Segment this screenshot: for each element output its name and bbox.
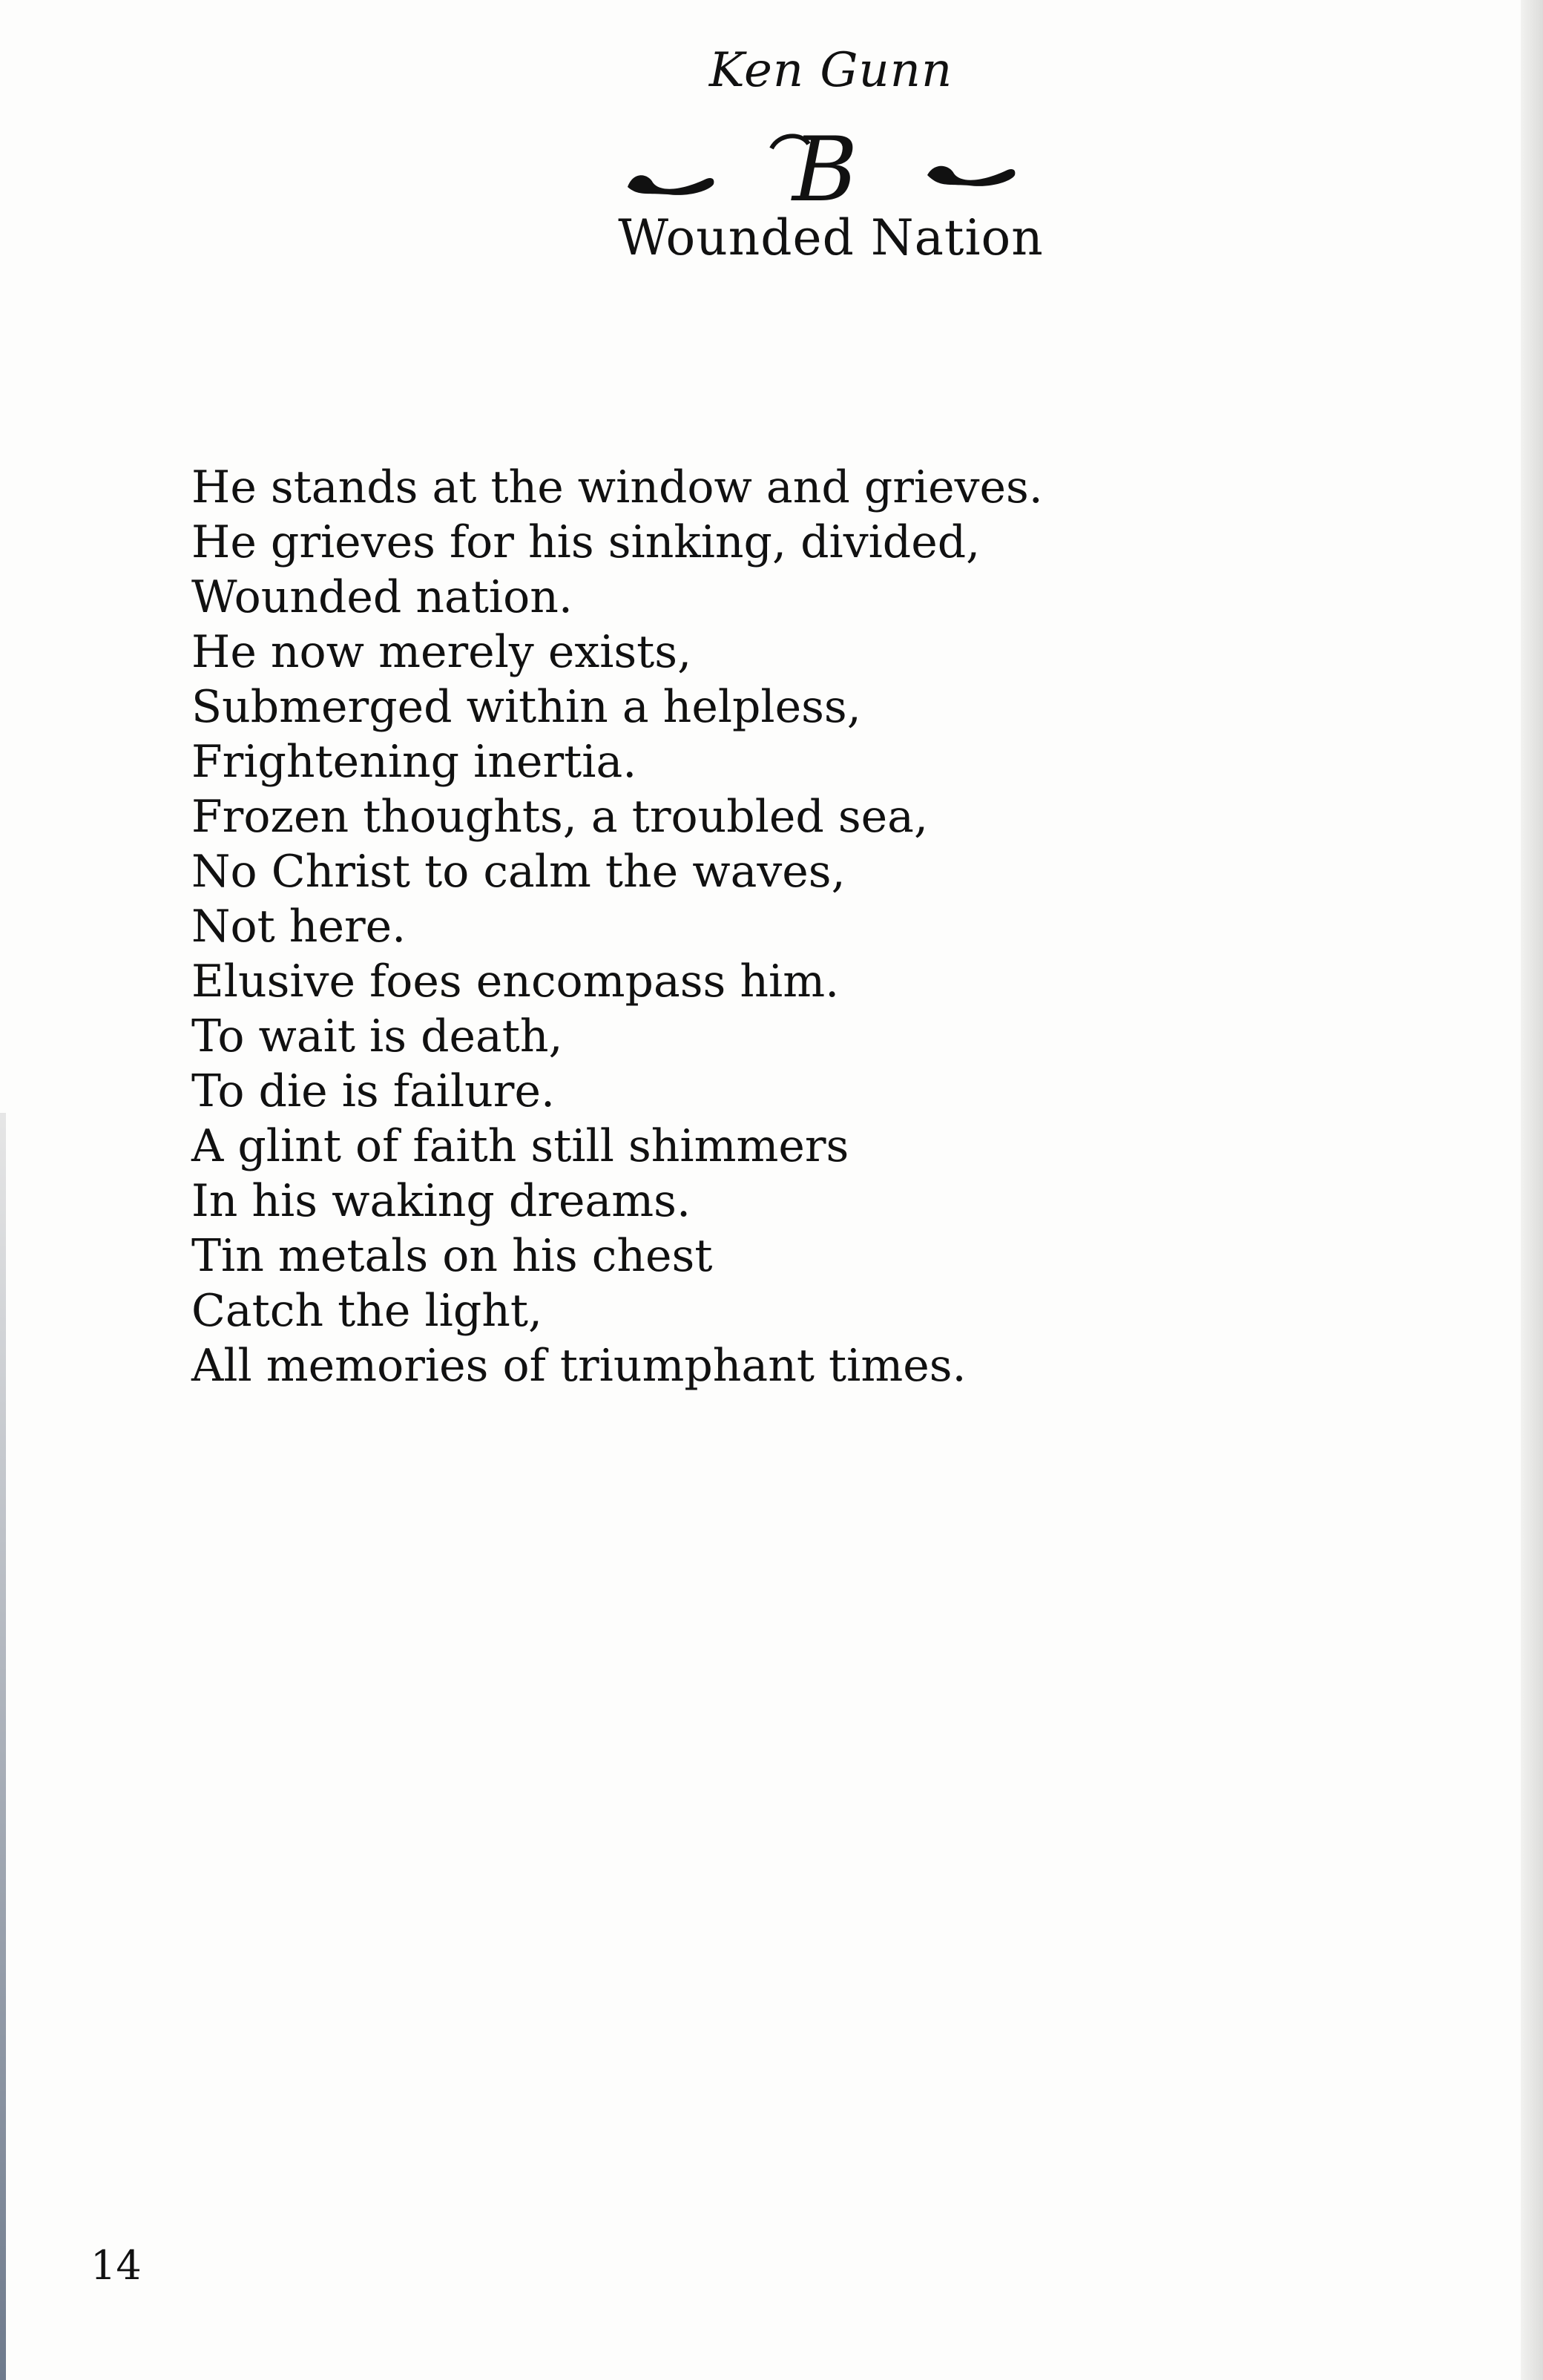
right-swash-icon: [927, 166, 1015, 186]
poem-line: All memories of triumphant times.: [191, 1340, 967, 1392]
poem-line: Not here.: [191, 901, 407, 953]
poem-line: He stands at the window and grieves.: [191, 461, 1043, 513]
left-swash-icon: [628, 175, 714, 195]
poem-line: To wait is death,: [191, 1010, 563, 1062]
poem-line: Frozen thoughts, a troubled sea,: [191, 791, 929, 843]
poem-title: Wounded Nation: [618, 209, 1044, 266]
poem-line: Submerged within a helpless,: [191, 681, 861, 733]
poem-line: He now merely exists,: [191, 626, 692, 678]
page-number: 14: [91, 2242, 142, 2289]
page-edge: [1521, 0, 1543, 2380]
poem-line: Elusive foes encompass him.: [191, 956, 840, 1007]
poem-line: He grieves for his sinking, divided,: [191, 516, 981, 568]
poem-body: [191, 460, 1378, 1393]
poem-line: Catch the light,: [191, 1285, 543, 1337]
poem-line: Frightening inertia.: [191, 736, 637, 788]
poem-line: Tin metals on his chest: [191, 1230, 713, 1282]
ornament-letter: B: [792, 119, 858, 222]
ornament-divider: [623, 119, 1039, 223]
poem-line: No Christ to calm the waves,: [191, 846, 846, 898]
poem-line: A glint of faith still shimmers: [191, 1120, 849, 1172]
poem-line: To die is failure.: [191, 1065, 556, 1117]
poem-line: In his waking dreams.: [191, 1175, 691, 1227]
poem-line: Wounded nation.: [191, 571, 573, 623]
author-name: Ken Gunn: [708, 43, 953, 98]
spine-shadow: [0, 1113, 6, 2380]
